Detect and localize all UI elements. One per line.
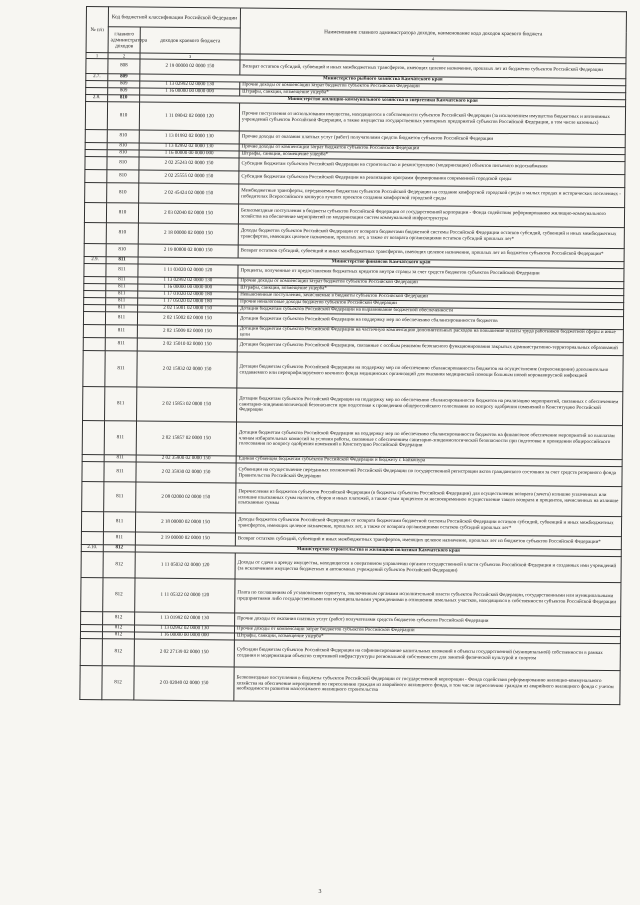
row-number [83, 386, 105, 420]
row-number [84, 222, 106, 243]
row-number [84, 243, 106, 256]
administrator-name: Министерство рыбного хозяйства Камчатского края [140, 74, 626, 86]
row-number [81, 511, 103, 531]
income-name: Дотации бюджетам субъектов Российской Федерации на выравнивание бюджетной обеспеченности [238, 306, 624, 317]
income-code: 1 13 01992 02 0000 130 [135, 612, 235, 626]
row-number [86, 59, 108, 74]
administrator-name: Министерство финансов Камчатского края [138, 257, 624, 269]
row-number [85, 156, 107, 169]
admin-code: 811 [104, 455, 136, 462]
admin-code: 811 [103, 532, 135, 545]
income-name: Плата по соглашениям об установлении сервитута, заключенным органами исполнительной власти субъектов Российской Федерации, государственными или муниципальными предприятиями либо государственными или муниципальными учреждениями в отношении земельных участков, находящихся в собственности субъектов Российской Федерации [235, 579, 621, 617]
income-name: Субсидии бюджетам субъектов Российской Федерации на софинансирование капитальных вложений в объекты государственной (муниципальной) собственности в рамках создания и модернизации объектов спортивной инфраструктуры региональной собственности для занятий физической культурой и спортом [234, 640, 620, 671]
row-number [82, 461, 104, 481]
income-name: Штрафы, санкции, возмещение ущерба* [234, 633, 620, 644]
admin-code: 811 [105, 312, 137, 325]
income-code: 2 02 27139 02 0000 150 [134, 639, 234, 667]
income-name: Дотации бюджетам субъектов Российской Федерации на частичную компенсацию дополнительных расходов на повышение оплаты труда работников бюджетной сферы и иные цели [237, 326, 623, 343]
admin-code: 811 [105, 338, 137, 351]
income-code: 2 03 02040 02 0000 150 [134, 666, 234, 701]
income-name: Дотации бюджетам субъектов Российской Федерации на поддержку мер по обеспечению сбалансированности бюджетов на финансовое обеспечение мероприятий по выплатам членам избирательных комиссий за условия работы, связанные с обеспечением санитарно-эпидемиологической безопасности при подготовке и проведении общероссийского голосования по вопросу одобрения изменений в Конституцию Российской Федерации [236, 422, 622, 460]
income-name: Субсидии бюджетам субъектов Российской Федерации на строительство и реконструкцию (модернизацию) объектов питьевого водоснабжения [239, 158, 625, 175]
row-number [83, 337, 105, 350]
admin-code: 811 [106, 284, 138, 291]
income-code: 2 02 15010 02 0000 150 [137, 338, 237, 352]
row-number [81, 531, 103, 544]
row-number [84, 202, 106, 222]
income-name: Субвенции на осуществление переданных полномочий Российской Федерации по государственной регистрации актов гражданского состояния за счет средств резервного фонда Правительства Российской Федерации [236, 463, 622, 487]
income-code: 1 16 00000 00 0000 000 [139, 150, 239, 158]
admin-code: 812 [102, 639, 134, 666]
admin-code: 811 [106, 305, 138, 312]
income-code: 2 02 15002 02 0000 150 [137, 312, 237, 326]
row-number [85, 102, 107, 130]
income-name: Единая субвенция бюджетам субъектов Российской Федерации и бюджету г. Байконура [236, 456, 622, 467]
row-number [81, 611, 103, 624]
admin-code: 810 [108, 95, 140, 102]
income-code: 2 02 15001 02 0000 150 [138, 305, 238, 313]
admin-code: 810 [107, 102, 139, 130]
admin-code: 811 [106, 298, 138, 305]
admin-code: 809 [108, 74, 140, 81]
income-name: Невыясненные поступления, зачисляемые в бюджеты субъектов Российской Федерации [238, 292, 624, 303]
row-number [84, 263, 106, 276]
income-name: Прочие доходы от компенсации затрат бюджетов субъектов Российской Федерации [239, 144, 625, 155]
admin-code: 810 [107, 130, 139, 143]
row-number [80, 638, 102, 665]
admin-code: 811 [106, 264, 138, 277]
income-code: 2 02 15857 02 0000 150 [136, 421, 236, 456]
row-number [83, 311, 105, 324]
income-code: 1 17 01020 02 0000 180 [138, 291, 238, 299]
income-code: 2 03 02040 02 0000 150 [138, 203, 238, 224]
income-name: Дотации бюджетам субъектов Российской Федерации на поддержку мер по обеспечению сбалансированности бюджетов [237, 313, 623, 330]
income-code: 2 18 00000 02 0000 150 [138, 223, 238, 245]
admin-code: 810 [106, 244, 138, 257]
admin-code: 812 [103, 612, 135, 625]
admin-code: 812 [102, 625, 134, 632]
income-name: Доходы бюджетов субъектов Российской Федерации от возврата бюджетами бюджетной системы Российской Федерации остатков субсидий, субвенций и иных межбюджетных трансфертов, имеющих целевое назначение, прошлых лет, а также от возврата организациями остатков субсидий прошлых лет* [238, 224, 624, 249]
income-name: Возврат остатков субсидий, субвенций и иных межбюджетных трансфертов, имеющих целевое назначение, прошлых лет из бюджетов субъектов Российской Федерации* [238, 245, 624, 262]
income-code: 1 11 05322 02 0000 120 [135, 578, 235, 613]
header-number: № п/п [86, 7, 108, 53]
income-code: 1 13 01992 02 0000 130 [139, 130, 239, 144]
table-header [86, 7, 626, 64]
row-number [81, 577, 103, 611]
income-code: 2 02 15853 02 0000 150 [137, 387, 237, 422]
admin-code: 810 [107, 150, 139, 157]
table-row [80, 665, 620, 704]
admin-code: 811 [106, 277, 138, 284]
income-code: 2 02 35930 02 0000 150 [136, 462, 236, 483]
income-name: Прочие доходы от компенсации затрат бюджетов субъектов Российской Федерации [240, 82, 626, 93]
income-name: Прочие доходы от оказания платных услуг (работ) получателями средств бюджетов субъектов Российской Федерации [235, 613, 621, 630]
income-code: 1 13 02992 02 0000 130 [138, 277, 238, 285]
income-name: Прочие поступления от использования имущества, находящегося в собственности субъектов Российской Федерации (за исключением имущества бюджетных и автономных учреждений субъектов Российской Федерации, а также имущества государственных унитарных предприятий субъектов Российской Федерации, в том числе казенных) [239, 103, 625, 135]
admin-code: 810 [106, 203, 138, 223]
income-name: Возврат остатков субсидий, субвенций и иных межбюджетных трансфертов, имеющих целевое назначение, прошлых лет из бюджетов субъектов Российской Федерации* [235, 533, 621, 550]
income-code: 2 19 00000 02 0000 150 [138, 244, 238, 258]
row-number [82, 481, 104, 511]
row-number: 2.10. [81, 544, 103, 551]
income-name: Доходы бюджетов субъектов Российской Федерации от возврата бюджетами бюджетной системы Российской Федерации остатков субсидий, субвенций и иных межбюджетных трансфертов, имеющих целевое назначение, прошлых лет, а также от возврата организациями остатков субсидий прошлых лет* [235, 513, 621, 537]
table-body [80, 59, 626, 705]
header-income-code: доходов краевого бюджета [140, 27, 240, 54]
admin-code: 808 [108, 59, 140, 74]
income-code: 2 08 02000 02 0000 150 [136, 482, 236, 513]
admin-code: 811 [106, 257, 138, 264]
row-number [82, 420, 104, 454]
admin-code: 811 [104, 482, 136, 512]
table-row [81, 577, 621, 616]
income-code: 1 11 09042 02 0000 120 [139, 102, 239, 131]
column-index: 1 [86, 53, 108, 59]
row-number: 2.9. [84, 256, 106, 263]
column-index: 4 [240, 54, 626, 64]
row-number: 2.8. [86, 95, 108, 102]
row-number: 2.7. [86, 74, 108, 81]
admin-code: 811 [104, 462, 136, 482]
admin-code: 810 [107, 183, 139, 203]
admin-code: 809 [108, 88, 140, 95]
income-code: 1 13 02992 02 0000 130 [139, 143, 239, 151]
admin-code: 811 [105, 387, 137, 421]
income-name: Субсидии бюджетам субъектов Российской Федерации на реализацию программ формирования современной городской среды [239, 171, 625, 188]
income-name: Дотации бюджетам субъектов Российской Федерации, связанные с особым режимом безопасного функционирования закрытых административно-территориальных образований [237, 339, 623, 356]
income-name: Возврат остатков субсидий, субвенций и иных межбюджетных трансфертов, имеющих целевое назначение, прошлых лет из бюджетов субъектов Российской Федерации [240, 60, 626, 79]
admin-code: 810 [106, 223, 138, 244]
income-name: Дотации бюджетам субъектов Российской Федерации на поддержку мер по обеспечению сбалансированности бюджетов на реализацию мероприятий, связанных с обеспечением санитарно-эпидемиологической безопасности при подготовке к проведению общероссийского голосования по вопросу одобрения изменений в Конституцию Российской Федерации [237, 388, 623, 426]
income-code: 2 19 00000 02 0000 150 [135, 532, 235, 546]
admin-code: 812 [103, 545, 135, 552]
income-code: 1 13 02992 02 0000 130 [140, 81, 240, 89]
income-name: Межбюджетные трансферты, передаваемые бюджетам субъектов Российской Федерации на создание комфортной городской среды в малых городах и исторических поселениях - победителях Всероссийского конкурса лучших проектов создания комфортной городской среды [239, 184, 625, 208]
income-code: 1 11 03020 02 0000 120 [138, 264, 238, 278]
row-number [80, 665, 102, 699]
income-name: Безвозмездные поступления в бюджеты субъектов Российской Федерации от государственной корпорации - Фонда содействия реформированию жилищно-коммунального хозяйства на обеспечение мероприятий по модернизации систем коммунальной инфраструктуры [238, 204, 624, 228]
income-code: 2 02 15009 02 0000 150 [137, 325, 237, 339]
admin-code: 810 [107, 157, 139, 170]
income-name: Штрафы, санкции, возмещение ущерба* [240, 89, 626, 100]
income-code: 2 02 25243 02 0000 150 [139, 157, 239, 171]
administrator-name: Министерство жилищно-коммунального хозяйства и энергетики Камчатского края [140, 95, 626, 107]
income-name: Прочие доходы от компенсации затрат бюджетов субъектов Российской Федерации [234, 626, 620, 637]
income-code: 2 19 00000 02 0000 150 [140, 59, 240, 75]
table-row [82, 420, 622, 459]
row-number [85, 182, 107, 202]
income-name: Перечисления из бюджетов субъектов Российской Федерации (в бюджеты субъектов Российской Федерации) для осуществления возврата (зачета) излишне уплаченных или излишне взысканных сумм налогов, сборов и иных платежей, а также сумм процентов за несвоевременное осуществление такого возврата и процентов, начисленных на излишне взысканные суммы [236, 483, 622, 517]
header-admin-code: главного администратора доходов [108, 27, 140, 53]
budget-income-table [79, 6, 627, 705]
column-index: 3 [140, 53, 240, 60]
admin-code: 811 [104, 421, 136, 455]
table-row [83, 386, 623, 425]
income-name: Прочие доходы от оказания платных услуг (работ) получателями средств бюджетов субъектов Российской Федерации [239, 131, 625, 148]
row-number [85, 169, 107, 182]
admin-code: 812 [102, 666, 134, 700]
admin-code: 812 [103, 552, 135, 578]
income-code: 1 16 00000 00 0000 000 [140, 88, 240, 96]
income-name: Штрафы, санкции, возмещение ущерба* [239, 151, 625, 162]
admin-code: 810 [107, 143, 139, 150]
admin-code: 810 [107, 170, 139, 183]
income-code: 1 17 05020 02 0000 180 [138, 298, 238, 306]
income-code: 2 02 35900 02 0000 150 [136, 455, 236, 463]
header-code-group: Код бюджетной классификации Российской Федерации [108, 7, 240, 28]
income-name: Безвозмездные поступления в бюджеты субъектов Российской Федерации от государственной корпорации - Фонда содействия реформированию жилищно-коммунального хозяйства на обеспечение мероприятий по переселению граждан из аварийного жилищного фонда, в том числе переселению граждан из аварийного жилищного фонда с учетом необходимости развития малоэтажного жилищного строительства [234, 667, 620, 705]
row-number [85, 129, 107, 142]
row-number [81, 551, 103, 577]
column-index: 2 [108, 53, 140, 59]
income-code: 1 13 02992 02 0000 130 [134, 625, 234, 633]
income-name: Проценты, полученные от предоставления бюджетных кредитов внутри страны за счет средств бюджетов субъектов Российской Федерации [238, 265, 624, 282]
income-name: Дотации бюджетам субъектов Российской Федерации на поддержку мер по обеспечению сбалансированности бюджетов на осуществление (переоснащение) дополнительно создаваемого или перепрофилируемого коечного фонда медицинских организаций для оказания медицинской помощи больным новой коронавирусной инфекцией [237, 352, 623, 392]
page-number: 3 [318, 889, 322, 895]
admin-code: 811 [103, 512, 135, 532]
header-name: Наименование главного администратора доходов, наименование кода доходов краевого бюджета [240, 8, 626, 58]
admin-code: 811 [105, 325, 137, 338]
administrator-name: Министерство строительства и жилищной политики Камчатского края [135, 545, 621, 557]
row-number [83, 324, 105, 337]
admin-code: 812 [103, 578, 135, 612]
income-code: 1 16 00000 00 0000 000 [138, 284, 238, 292]
income-code: 2 02 15832 02 0000 150 [137, 351, 237, 388]
income-code: 2 02 45424 02 0000 150 [139, 183, 239, 204]
income-code: 1 16 00000 00 0000 000 [134, 632, 234, 640]
admin-code: 812 [102, 632, 134, 639]
table-row [83, 350, 623, 391]
income-code: 1 11 05032 02 0000 120 [135, 552, 235, 579]
income-code: 2 02 25555 02 0000 150 [139, 170, 239, 184]
income-name: Доходы от сдачи в аренду имущества, находящегося в оперативном управлении органов государственной власти субъектов Российской Федерации и созданных ими учреждений (за исключением имущества бюджетных и автономных учреждений субъектов Российской Федерации) [235, 553, 621, 583]
income-name: Штрафы, санкции, возмещение ущерба* [238, 285, 624, 296]
admin-code: 811 [105, 351, 137, 387]
admin-code: 809 [108, 81, 140, 88]
income-code: 2 18 00000 02 0000 150 [135, 512, 235, 533]
income-name: Прочие доходы от компенсации затрат бюджетов субъектов Российской Федерации [238, 278, 624, 289]
income-name: Прочие неналоговые доходы бюджетов субъектов Российской Федерации [238, 299, 624, 310]
row-number [83, 350, 105, 386]
admin-code: 811 [106, 291, 138, 298]
